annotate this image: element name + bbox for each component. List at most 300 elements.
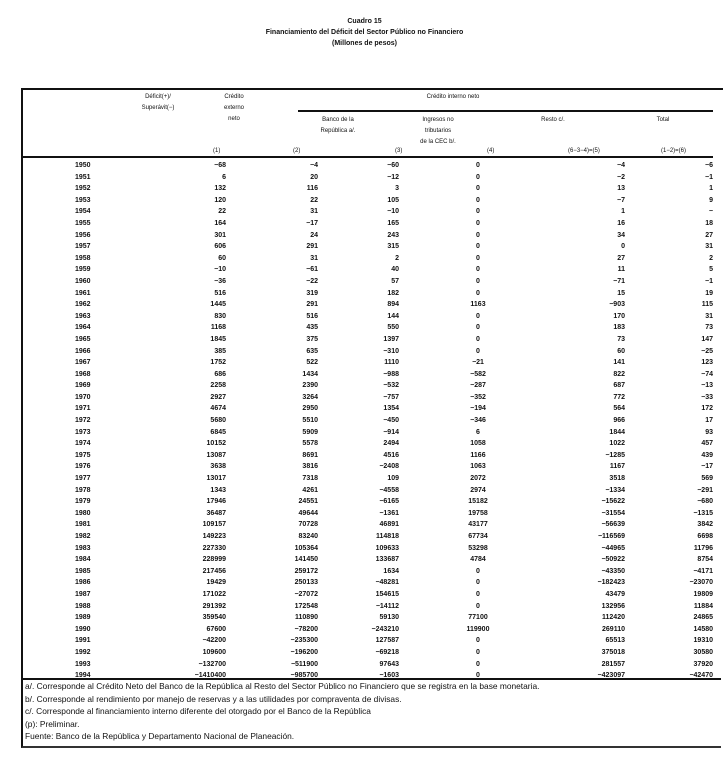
cell-credito-externo: 31 <box>310 208 318 216</box>
header-ingresos-line1: Ingresos no <box>422 117 454 123</box>
cell-banco-republica: −450 <box>383 417 399 425</box>
cell-banco-republica: 182 <box>387 289 399 297</box>
cell-credito-externo: 259172 <box>294 567 318 575</box>
cell-banco-republica: 1354 <box>383 405 399 413</box>
cell-resto: 65513 <box>605 637 625 645</box>
cell-total: 14580 <box>693 625 713 633</box>
table-row <box>23 195 713 207</box>
cell-banco-republica: 114818 <box>376 533 399 540</box>
cell-credito-externo: 291 <box>306 301 318 309</box>
cell-credito-externo: 635 <box>306 347 318 355</box>
cell-year: 1967 <box>75 359 91 367</box>
cell-banco-republica: −1361 <box>379 509 399 517</box>
cell-ingresos-cec: 0 <box>476 266 480 274</box>
cell-ingresos-cec: 0 <box>476 567 480 575</box>
cell-deficit: 291392 <box>202 602 226 610</box>
cell-resto: −116569 <box>597 533 625 540</box>
cell-deficit: 5680 <box>210 417 226 425</box>
table-row <box>23 276 713 288</box>
cell-deficit: 1752 <box>210 359 226 367</box>
cell-banco-republica: 97643 <box>379 660 399 668</box>
cell-credito-externo: 250133 <box>294 579 318 587</box>
cell-deficit: −1410400 <box>194 672 226 680</box>
cell-year: 1991 <box>75 637 91 645</box>
cell-credito-externo: 172548 <box>294 602 318 610</box>
cell-resto: 43479 <box>605 590 625 598</box>
table-row <box>23 496 713 508</box>
cell-resto: −1285 <box>605 451 625 459</box>
cell-deficit: 301 <box>214 231 226 239</box>
cell-resto: 11 <box>617 266 625 274</box>
cell-total: 172 <box>701 405 713 413</box>
cell-resto: 183 <box>613 324 625 332</box>
table-row <box>23 392 713 404</box>
cell-resto: 170 <box>613 312 625 320</box>
cell-deficit: −68 <box>214 162 226 169</box>
table-row <box>23 450 713 462</box>
cell-resto: −71 <box>613 277 625 285</box>
cell-deficit: 13017 <box>206 475 226 483</box>
cell-banco-republica: 109633 <box>375 544 399 552</box>
cell-year: 1984 <box>75 556 91 564</box>
cell-credito-externo: −78200 <box>294 625 318 633</box>
cell-ingresos-cec: 0 <box>476 219 480 227</box>
cell-banco-republica: −1603 <box>379 672 399 680</box>
table-title-block <box>0 16 709 49</box>
cell-deficit: 228999 <box>202 556 226 564</box>
footnote-a: a/. Corresponde al Crédito Neto del Banco de la República al Resto del Sector Público no Financiero que se registra en la base monetaria. <box>25 681 540 691</box>
cell-ingresos-cec: 15182 <box>468 498 488 506</box>
table-row <box>23 357 713 369</box>
cell-credito-externo: 435 <box>306 324 318 332</box>
cell-banco-republica: 315 <box>387 243 399 251</box>
cell-deficit: −42200 <box>202 637 226 645</box>
cell-year: 1950 <box>75 162 91 169</box>
cell-year: 1964 <box>75 324 91 332</box>
cell-credito-externo: 5909 <box>302 428 318 436</box>
table-row <box>23 311 713 323</box>
cell-credito-externo: 20 <box>310 173 318 181</box>
cell-deficit: 385 <box>214 347 226 355</box>
cell-deficit: 6845 <box>210 428 226 436</box>
cell-deficit: 10152 <box>206 440 226 448</box>
cell-total: 37920 <box>693 660 713 668</box>
col-number-4: (4) <box>487 148 495 154</box>
header-deficit-line1: Déficit(+)/ <box>145 94 171 100</box>
cell-credito-externo: 2390 <box>302 382 318 390</box>
cell-banco-republica: 894 <box>387 301 399 309</box>
cell-resto: 0 <box>621 243 625 251</box>
cell-ingresos-cec: −287 <box>470 382 486 390</box>
cell-total: 5 <box>709 266 713 274</box>
cell-ingresos-cec: 0 <box>476 579 480 587</box>
cell-total: 569 <box>701 475 713 483</box>
footnote-b: b/. Corresponde al rendimiento por manejo de reservas y a las utilidades por compraventa de divisas. <box>25 693 402 704</box>
cell-resto: 112420 <box>602 614 625 622</box>
table-row <box>23 218 713 230</box>
cell-credito-externo: −235300 <box>290 637 318 645</box>
cell-banco-republica: 144 <box>387 312 399 320</box>
cell-ingresos-cec: 119900 <box>466 625 490 633</box>
cell-resto: 375018 <box>601 648 625 656</box>
cell-ingresos-cec: 0 <box>476 648 480 656</box>
cell-ingresos-cec: 0 <box>476 660 480 668</box>
cell-credito-externo: 5578 <box>302 440 318 448</box>
cell-total: −1 <box>705 173 713 181</box>
cell-deficit: 22 <box>218 208 226 216</box>
table-row <box>23 380 713 392</box>
cell-credito-externo: 3816 <box>302 463 318 471</box>
header-deficit-line2: Superávit(−) <box>141 105 175 111</box>
table-row <box>23 427 713 439</box>
cell-ingresos-cec: 77100 <box>468 614 488 622</box>
cell-ingresos-cec: 67734 <box>468 533 488 540</box>
cell-deficit: 2927 <box>210 393 226 401</box>
cell-total: 439 <box>701 451 713 459</box>
table-row <box>23 322 713 334</box>
cell-credito-externo: 116 <box>306 185 318 193</box>
cell-total: −33 <box>701 393 713 401</box>
cell-banco-republica: 4516 <box>383 451 399 459</box>
header-banco-line1: Banco de la <box>322 117 354 123</box>
cell-banco-republica: −60 <box>387 162 399 169</box>
cell-deficit: 171022 <box>202 590 226 598</box>
cell-banco-republica: 3 <box>395 185 399 193</box>
cell-year: 1975 <box>75 451 91 459</box>
cell-banco-republica: 127587 <box>375 637 399 645</box>
table-row <box>23 461 713 473</box>
cell-deficit: 217456 <box>202 567 226 575</box>
cell-year: 1982 <box>75 533 91 540</box>
cell-year: 1957 <box>75 243 91 251</box>
cell-banco-republica: 1634 <box>383 567 399 575</box>
cell-deficit: 132 <box>214 185 226 193</box>
cell-deficit: 17946 <box>206 498 226 506</box>
cell-ingresos-cec: 0 <box>476 602 480 610</box>
header-ingresos-line3: de la CEC b/. <box>420 139 456 145</box>
cell-resto: −44965 <box>601 544 625 552</box>
cell-resto: 34 <box>617 231 625 239</box>
table-row <box>23 299 713 311</box>
header-group-rule <box>298 110 713 112</box>
table-row <box>23 183 713 195</box>
cell-credito-externo: −17 <box>306 219 318 227</box>
cell-ingresos-cec: −582 <box>470 370 486 378</box>
footnote-p: (p): Preliminar. <box>25 718 80 729</box>
header-credito-externo <box>209 92 259 125</box>
cell-resto: −56639 <box>601 521 625 529</box>
table-row <box>23 206 713 218</box>
cell-resto: 564 <box>613 405 625 413</box>
cell-ingresos-cec: 0 <box>476 196 480 204</box>
cell-resto: 822 <box>613 370 625 378</box>
cell-credito-externo: 3264 <box>302 393 318 401</box>
cell-deficit: 1168 <box>210 324 226 332</box>
cell-banco-republica: 46891 <box>379 521 399 529</box>
cell-year: 1966 <box>75 347 91 355</box>
data-table <box>21 88 723 680</box>
cell-credito-externo: 291 <box>306 243 318 251</box>
cell-banco-republica: −48281 <box>375 579 399 587</box>
cell-deficit: 149223 <box>202 533 226 540</box>
table-row <box>23 253 713 265</box>
col-number-1: (1) <box>213 148 221 154</box>
cell-ingresos-cec: 2974 <box>470 486 486 494</box>
cell-credito-externo: 4261 <box>302 486 318 494</box>
cell-ingresos-cec: 0 <box>476 289 480 297</box>
cell-credito-externo: 1434 <box>302 370 318 378</box>
cell-deficit: 1343 <box>210 486 226 494</box>
cell-total: 457 <box>701 440 713 448</box>
cell-credito-externo: 24 <box>310 231 318 239</box>
cell-banco-republica: −243210 <box>371 625 399 633</box>
table-row <box>23 531 713 543</box>
table-row <box>23 647 713 659</box>
table-row <box>23 415 713 427</box>
cell-year: 1977 <box>75 475 91 483</box>
cell-total: 19 <box>705 289 713 297</box>
cell-total: 27 <box>705 231 713 239</box>
cell-total: −291 <box>697 486 713 494</box>
cell-total: 30580 <box>693 648 713 656</box>
header-banco-line2: República a/. <box>320 128 356 134</box>
cell-total: −4171 <box>693 567 713 575</box>
cell-banco-republica: 1110 <box>384 359 399 367</box>
table-row <box>23 241 713 253</box>
cell-banco-republica: 40 <box>391 266 399 274</box>
cell-resto: 13 <box>617 185 625 193</box>
cell-credito-externo: 522 <box>306 359 318 367</box>
table-row <box>23 566 713 578</box>
cell-banco-republica: 59130 <box>379 614 399 622</box>
col-number-5: (6−3−4)=(5) <box>568 148 600 154</box>
cell-credito-externo: −4 <box>310 162 318 169</box>
col-number-2: (2) <box>293 148 301 154</box>
cell-total: 8754 <box>697 556 713 564</box>
cell-credito-externo: 516 <box>306 312 318 320</box>
cell-banco-republica: −6165 <box>379 498 399 506</box>
cell-ingresos-cec: −346 <box>470 417 486 425</box>
cell-resto: −7 <box>617 196 625 204</box>
cell-credito-externo: 83240 <box>298 533 318 540</box>
table-row <box>23 635 713 647</box>
cell-year: 1976 <box>75 463 91 471</box>
table-row <box>23 288 713 300</box>
cell-total: 19809 <box>693 590 713 598</box>
cell-total: − <box>708 208 713 216</box>
cell-total: 17 <box>705 417 713 425</box>
cell-year: 1962 <box>75 301 91 309</box>
cell-resto: 1 <box>621 208 625 216</box>
header-ext-line1: Crédito <box>224 94 244 100</box>
table-row <box>23 612 713 624</box>
cell-year: 1988 <box>75 602 91 610</box>
cell-total: 2 <box>709 254 713 262</box>
cell-total: 93 <box>705 428 713 436</box>
table-row <box>23 543 713 555</box>
table-row <box>23 403 713 415</box>
cell-year: 1978 <box>75 486 91 494</box>
cell-deficit: 359540 <box>202 614 226 622</box>
cell-credito-externo: −511900 <box>290 660 318 668</box>
cell-year: 1961 <box>75 289 91 297</box>
cell-credito-externo: −61 <box>306 266 318 274</box>
cell-deficit: −36 <box>214 277 226 285</box>
cell-total: 6698 <box>697 533 713 540</box>
cell-resto: −4 <box>617 162 625 169</box>
cell-banco-republica: −532 <box>383 382 399 390</box>
table-row <box>23 438 713 450</box>
cell-ingresos-cec: 6 <box>476 428 480 436</box>
cell-ingresos-cec: −352 <box>470 393 486 401</box>
cell-total: −74 <box>701 370 713 378</box>
cell-deficit: 19429 <box>206 579 226 587</box>
header-resto: Resto c/. <box>541 117 565 123</box>
cell-year: 1983 <box>75 544 91 552</box>
cell-ingresos-cec: −21 <box>472 359 484 367</box>
cell-total: 19310 <box>693 637 713 645</box>
cell-total: 73 <box>705 324 713 332</box>
table-title: Financiamiento del Déficit del Sector Público no Financiero <box>265 29 464 36</box>
header-ingresos <box>403 115 473 148</box>
cell-resto: −903 <box>609 301 625 309</box>
cell-resto: −43350 <box>601 567 625 575</box>
table-row <box>23 601 713 613</box>
cell-banco-republica: −12 <box>387 173 399 181</box>
cell-resto: −31554 <box>601 509 625 517</box>
cell-resto: 27 <box>617 254 625 262</box>
cell-resto: 141 <box>613 359 625 367</box>
cell-banco-republica: 154615 <box>375 590 399 598</box>
col-number-3: (3) <box>395 148 403 154</box>
table-row <box>23 264 713 276</box>
cell-credito-externo: 2950 <box>302 405 318 413</box>
cell-deficit: 1845 <box>210 335 226 343</box>
cell-total: 3842 <box>697 521 713 529</box>
table-row <box>23 554 713 566</box>
cell-total: −17 <box>701 463 713 471</box>
cell-banco-republica: −914 <box>383 428 399 436</box>
cell-ingresos-cec: 19758 <box>468 509 488 517</box>
table-unit: (Millones de pesos) <box>332 40 397 47</box>
cell-ingresos-cec: 0 <box>476 162 480 169</box>
cell-total: −25 <box>701 347 713 355</box>
cell-resto: −50922 <box>601 556 625 564</box>
table-row <box>23 485 713 497</box>
cell-year: 1953 <box>75 196 91 204</box>
header-ingresos-line2: tributarios <box>424 128 452 134</box>
cell-deficit: 2258 <box>210 382 226 390</box>
cell-banco-republica: 2494 <box>383 440 399 448</box>
footnotes <box>21 678 721 748</box>
table-row <box>23 369 713 381</box>
table-row <box>23 589 713 601</box>
cell-total: 9 <box>709 196 713 204</box>
cell-year: 1980 <box>75 509 91 517</box>
cell-deficit: 4674 <box>210 405 226 413</box>
cell-deficit: 60 <box>218 254 226 262</box>
cell-ingresos-cec: 0 <box>476 672 480 680</box>
cell-banco-republica: −14112 <box>375 602 399 610</box>
table-row <box>23 577 713 589</box>
cell-deficit: 1445 <box>210 301 226 309</box>
cell-total: −23070 <box>689 579 713 587</box>
cell-ingresos-cec: 0 <box>476 185 480 193</box>
cell-ingresos-cec: 0 <box>476 590 480 598</box>
cell-total: 147 <box>701 335 713 343</box>
cell-credito-externo: 8691 <box>302 451 318 459</box>
cell-credito-externo: −196200 <box>290 648 318 656</box>
cell-resto: 60 <box>617 347 625 355</box>
cell-year: 1954 <box>75 208 91 216</box>
cell-year: 1968 <box>75 370 91 378</box>
col-number-6: (1−2)=(6) <box>661 148 687 154</box>
header-credito-interno: Crédito interno neto <box>426 94 480 100</box>
cell-deficit: 120 <box>214 196 226 204</box>
cell-ingresos-cec: 2072 <box>470 475 486 483</box>
cell-credito-externo: −27072 <box>294 590 318 598</box>
cell-total: −13 <box>701 382 713 390</box>
cell-year: 1958 <box>75 254 91 262</box>
cell-ingresos-cec: 0 <box>476 254 480 262</box>
cell-year: 1959 <box>75 266 91 274</box>
cell-banco-republica: −4558 <box>379 486 399 494</box>
cell-year: 1963 <box>75 312 91 320</box>
cell-deficit: −10 <box>214 266 226 274</box>
cell-total: −42470 <box>689 672 713 680</box>
table-row <box>23 508 713 520</box>
cell-year: 1979 <box>75 498 91 506</box>
table-row <box>23 473 713 485</box>
cell-resto: −182423 <box>597 579 625 587</box>
cell-deficit: 3638 <box>210 463 226 471</box>
table-row <box>23 230 713 242</box>
cell-year: 1993 <box>75 660 91 668</box>
cell-credito-externo: 31 <box>310 254 318 262</box>
table-number: Cuadro 15 <box>347 18 382 25</box>
cell-ingresos-cec: −194 <box>470 405 486 413</box>
cell-deficit: 109157 <box>202 521 226 529</box>
cell-ingresos-cec: 53298 <box>468 544 488 552</box>
cell-ingresos-cec: 0 <box>476 277 480 285</box>
cell-year: 1992 <box>75 648 91 656</box>
cell-total: 31 <box>705 312 713 320</box>
cell-credito-externo: 49644 <box>298 509 318 517</box>
cell-total: 123 <box>701 359 713 367</box>
header-ext-line3: neto <box>228 116 240 122</box>
cell-deficit: 6 <box>222 173 226 181</box>
cell-resto: 3518 <box>609 475 625 483</box>
table-body <box>23 160 713 682</box>
cell-banco-republica: 165 <box>387 219 399 227</box>
cell-year: 1965 <box>75 335 91 343</box>
cell-year: 1960 <box>75 277 91 285</box>
cell-deficit: 686 <box>214 370 226 378</box>
cell-ingresos-cec: 1163 <box>470 301 486 309</box>
cell-deficit: 13087 <box>206 451 226 459</box>
cell-resto: 772 <box>613 393 625 401</box>
header-banco <box>303 115 373 137</box>
cell-resto: 1844 <box>609 428 625 436</box>
cell-banco-republica: −69218 <box>375 648 399 656</box>
cell-year: 1955 <box>75 219 91 227</box>
cell-banco-republica: −2408 <box>379 463 399 471</box>
cell-year: 1985 <box>75 567 91 575</box>
cell-banco-republica: 133687 <box>375 556 399 564</box>
cell-year: 1981 <box>75 521 91 529</box>
cell-ingresos-cec: 0 <box>476 312 480 320</box>
cell-banco-republica: −988 <box>383 370 399 378</box>
